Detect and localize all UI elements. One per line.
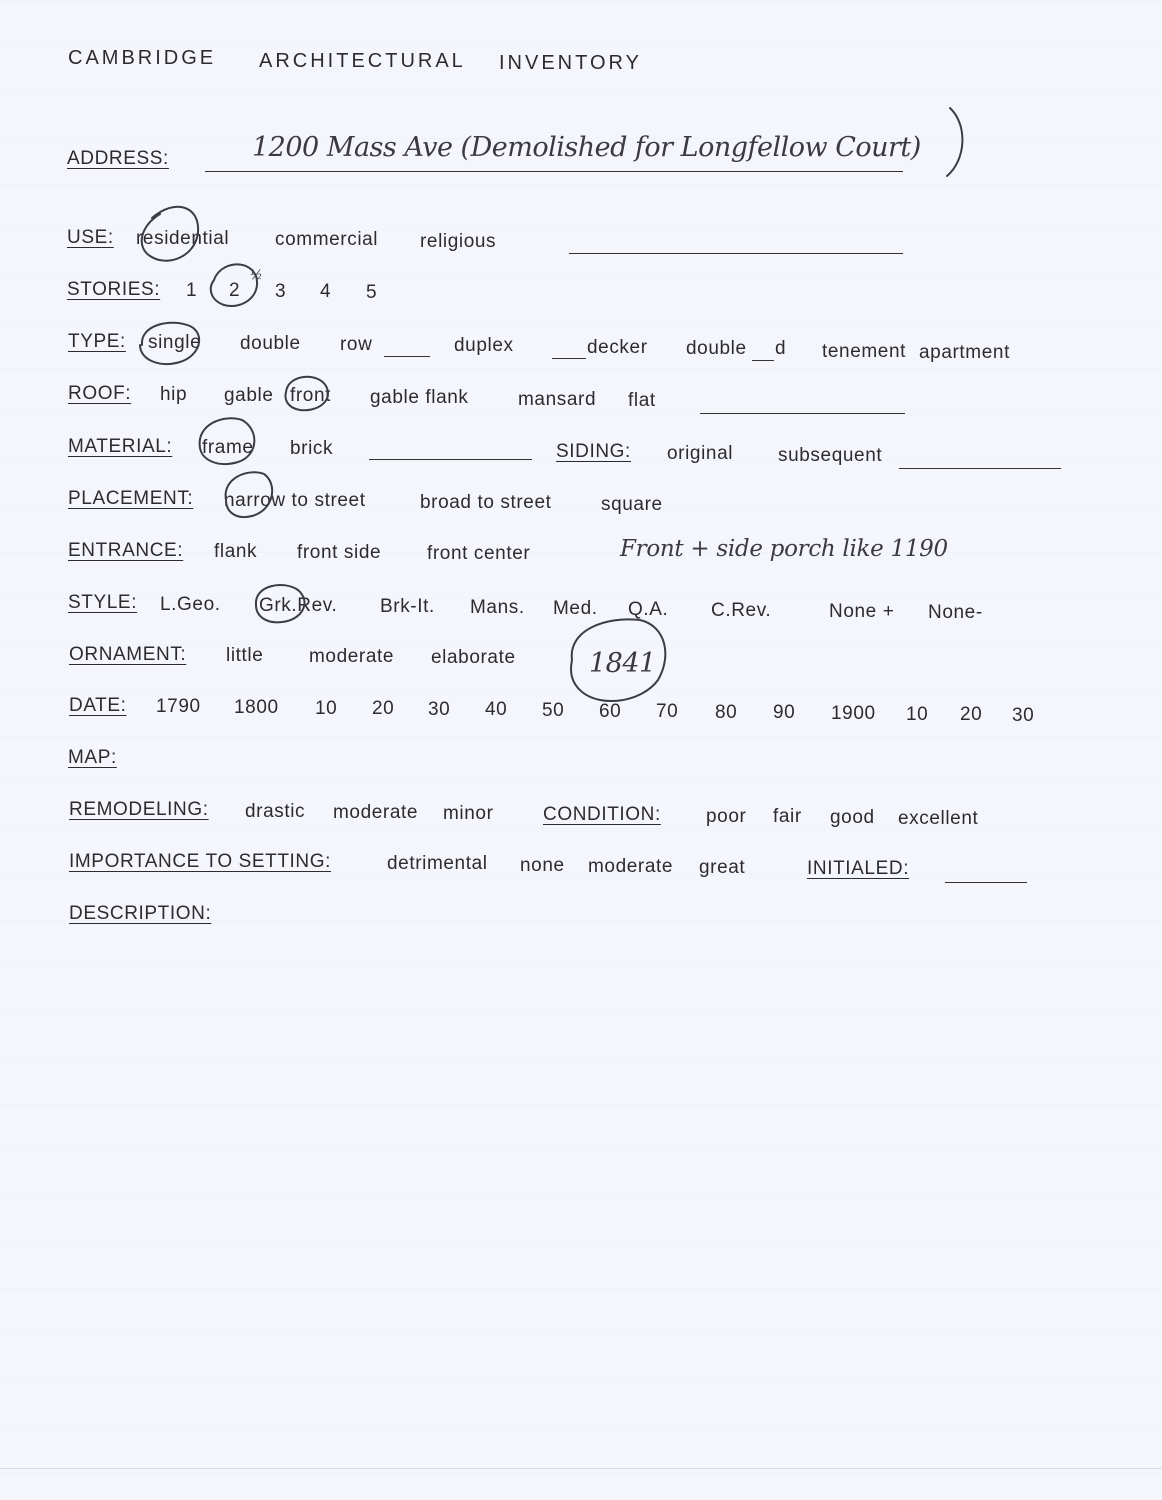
type-option-tenement: tenement	[822, 341, 907, 362]
stories-half-annotation: ½	[250, 268, 264, 283]
date-option-10: 10	[315, 698, 338, 719]
stories-option-4: 4	[320, 281, 332, 302]
type-option-duplex: duplex	[454, 335, 514, 356]
scan-bottom-edge	[0, 1468, 1162, 1469]
type-option-apartment: apartment	[919, 342, 1010, 363]
type-option-row: row	[340, 334, 373, 355]
importance-option-none: none	[520, 855, 565, 876]
siding-option-subsequent: subsequent	[778, 445, 883, 466]
date-option-60: 60	[599, 701, 622, 722]
style-option-mans: Mans.	[470, 597, 525, 618]
stories-option-2: 2	[229, 280, 241, 301]
remodeling-option-drastic: drastic	[245, 801, 306, 822]
date-option-70: 70	[656, 701, 679, 722]
use-option-commercial: commercial	[275, 229, 379, 250]
date-option-50: 50	[542, 700, 565, 721]
date-option-40: 40	[485, 699, 508, 720]
stories-option-3: 3	[275, 281, 287, 302]
siding-option-original: original	[667, 443, 734, 464]
remodeling-option-minor: minor	[443, 803, 494, 824]
roof-option-flat: flat	[628, 390, 656, 411]
entrance-label: ENTRANCE:	[68, 540, 184, 561]
importance-label: IMPORTANCE TO SETTING:	[69, 851, 331, 872]
placement-option-narrow: narrow to street	[224, 490, 366, 511]
map-label: MAP:	[68, 747, 117, 768]
condition-option-excellent: excellent	[898, 808, 979, 829]
style-option-none-plus: None +	[829, 601, 895, 622]
style-grk-rev-circle	[256, 585, 305, 622]
material-frame-circle	[200, 418, 255, 464]
remodeling-label: REMODELING:	[69, 799, 209, 820]
stories-label: STORIES:	[67, 279, 161, 300]
type-option-double-d: double	[686, 338, 747, 359]
type-option-double: double	[240, 333, 301, 354]
roof-option-mansard: mansard	[518, 389, 597, 410]
date-label: DATE:	[69, 695, 127, 716]
roof-option-gable: gable	[224, 385, 274, 406]
placement-option-broad: broad to street	[420, 492, 552, 513]
style-option-none-minus: None-	[928, 602, 983, 623]
address-label: ADDRESS:	[67, 148, 169, 169]
entrance-option-flank: flank	[214, 541, 258, 562]
ornament-label: ORNAMENT:	[69, 644, 187, 665]
material-option-frame: frame	[202, 437, 254, 458]
style-option-c-rev: C.Rev.	[711, 600, 772, 621]
type-option-decker: decker	[587, 337, 648, 358]
entrance-handwritten-note: Front + side porch like 1190	[620, 536, 948, 562]
date-option-1910: 10	[906, 704, 929, 725]
roof-option-front: front	[290, 385, 332, 406]
date-option-80: 80	[715, 702, 738, 723]
date-option-1900: 1900	[831, 703, 876, 724]
ornament-option-moderate: moderate	[309, 646, 395, 667]
placement-option-square: square	[601, 494, 663, 515]
ornament-option-little: little	[226, 645, 264, 666]
date-1841-circle	[571, 619, 665, 701]
initialed-label: INITIALED:	[807, 858, 910, 879]
importance-option-moderate: moderate	[588, 856, 674, 877]
use-residential-circle	[142, 207, 198, 261]
stories-option-1: 1	[186, 280, 198, 301]
placement-narrow-circle	[226, 472, 273, 517]
type-label: TYPE:	[68, 331, 126, 352]
use-label: USE:	[67, 227, 114, 248]
type-option-single: single	[148, 332, 202, 353]
style-option-qa: Q.A.	[628, 599, 669, 620]
importance-option-detrimental: detrimental	[387, 853, 488, 874]
roof-option-gable-flank: gable flank	[370, 387, 469, 408]
style-option-brk-it: Brk-It.	[380, 596, 435, 617]
entrance-option-front-center: front center	[427, 543, 531, 564]
form-title-word-3: INVENTORY	[499, 52, 642, 74]
date-handwritten-1841: 1841	[589, 648, 656, 679]
ornament-option-elaborate: elaborate	[431, 647, 516, 668]
roof-label: ROOF:	[68, 383, 132, 404]
condition-option-good: good	[830, 807, 875, 828]
type-single-circle	[140, 323, 202, 364]
placement-label: PLACEMENT:	[68, 488, 194, 509]
remodeling-option-moderate: moderate	[333, 802, 419, 823]
material-option-brick: brick	[290, 438, 334, 459]
date-option-20: 20	[372, 698, 395, 719]
roof-option-hip: hip	[160, 384, 188, 405]
material-label: MATERIAL:	[68, 436, 173, 457]
condition-option-fair: fair	[773, 806, 802, 827]
style-option-l-geo: L.Geo.	[160, 594, 221, 615]
date-option-1800: 1800	[234, 697, 279, 718]
style-option-grk-rev: Grk.Rev.	[259, 595, 338, 616]
siding-label: SIDING:	[556, 441, 631, 462]
importance-option-great: great	[699, 857, 746, 878]
style-label: STYLE:	[68, 592, 138, 613]
condition-option-poor: poor	[706, 806, 747, 827]
form-title-word-1: CAMBRIDGE	[68, 47, 217, 69]
type-option-d: d	[775, 338, 787, 359]
address-handwritten: 1200 Mass Ave (Demolished for Longfellow Court)	[252, 132, 921, 163]
date-option-1920: 20	[960, 704, 983, 725]
style-option-med: Med.	[553, 598, 598, 619]
use-option-residential: residential	[136, 228, 230, 249]
date-option-30: 30	[428, 699, 451, 720]
form-title-word-2: ARCHITECTURAL	[259, 50, 466, 72]
stories-option-5: 5	[366, 282, 378, 303]
date-option-90: 90	[773, 702, 796, 723]
address-close-paren-stroke	[947, 108, 962, 176]
description-label: DESCRIPTION:	[69, 903, 212, 924]
stories-2-circle	[211, 264, 257, 306]
condition-label: CONDITION:	[543, 804, 661, 825]
entrance-option-front-side: front side	[297, 542, 382, 563]
roof-front-circle	[286, 377, 328, 410]
use-option-religious: religious	[420, 231, 497, 252]
date-option-1930: 30	[1012, 705, 1035, 726]
date-option-1790: 1790	[156, 696, 201, 717]
